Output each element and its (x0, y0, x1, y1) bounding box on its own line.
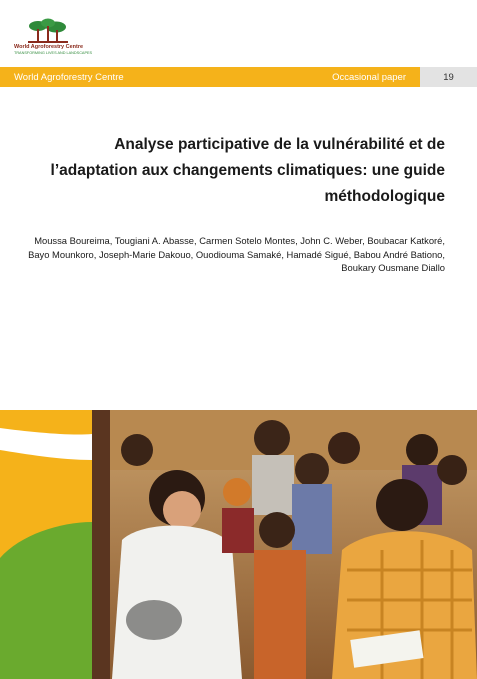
banner-series: Occasional paper (332, 72, 406, 83)
paper-number-box (420, 67, 477, 87)
author-list: Moussa Boureima, Tougiani A. Abasse, Carmen Sotelo Montes, John C. Weber, Boubacar Katkoré, Bayo Mounkoro, Joseph-Marie Dakouo, Ouodiouma Samaké, Hamadé Sigué, Babou André Bationo, Boukary Ousmane Diallo (28, 235, 445, 273)
paper-number: 19 (443, 72, 454, 83)
banner-organization: World Agroforestry Centre (14, 72, 124, 83)
color-band (0, 410, 92, 679)
header-banner (0, 67, 420, 87)
logo-tagline: TRANSFORMING LIVES AND LANDSCAPES (14, 51, 93, 55)
photo-scene (92, 410, 477, 679)
logo-name: World Agroforestry Centre (14, 44, 84, 50)
field-meeting-photo (92, 410, 477, 679)
orange-green-band-graphic (0, 410, 92, 679)
logo (14, 18, 93, 66)
document-title: Analyse participative de la vulnérabilité et de l’adaptation aux changements climatiques: une guide méthodologique (50, 136, 445, 205)
tree-logo-icon (28, 18, 68, 44)
